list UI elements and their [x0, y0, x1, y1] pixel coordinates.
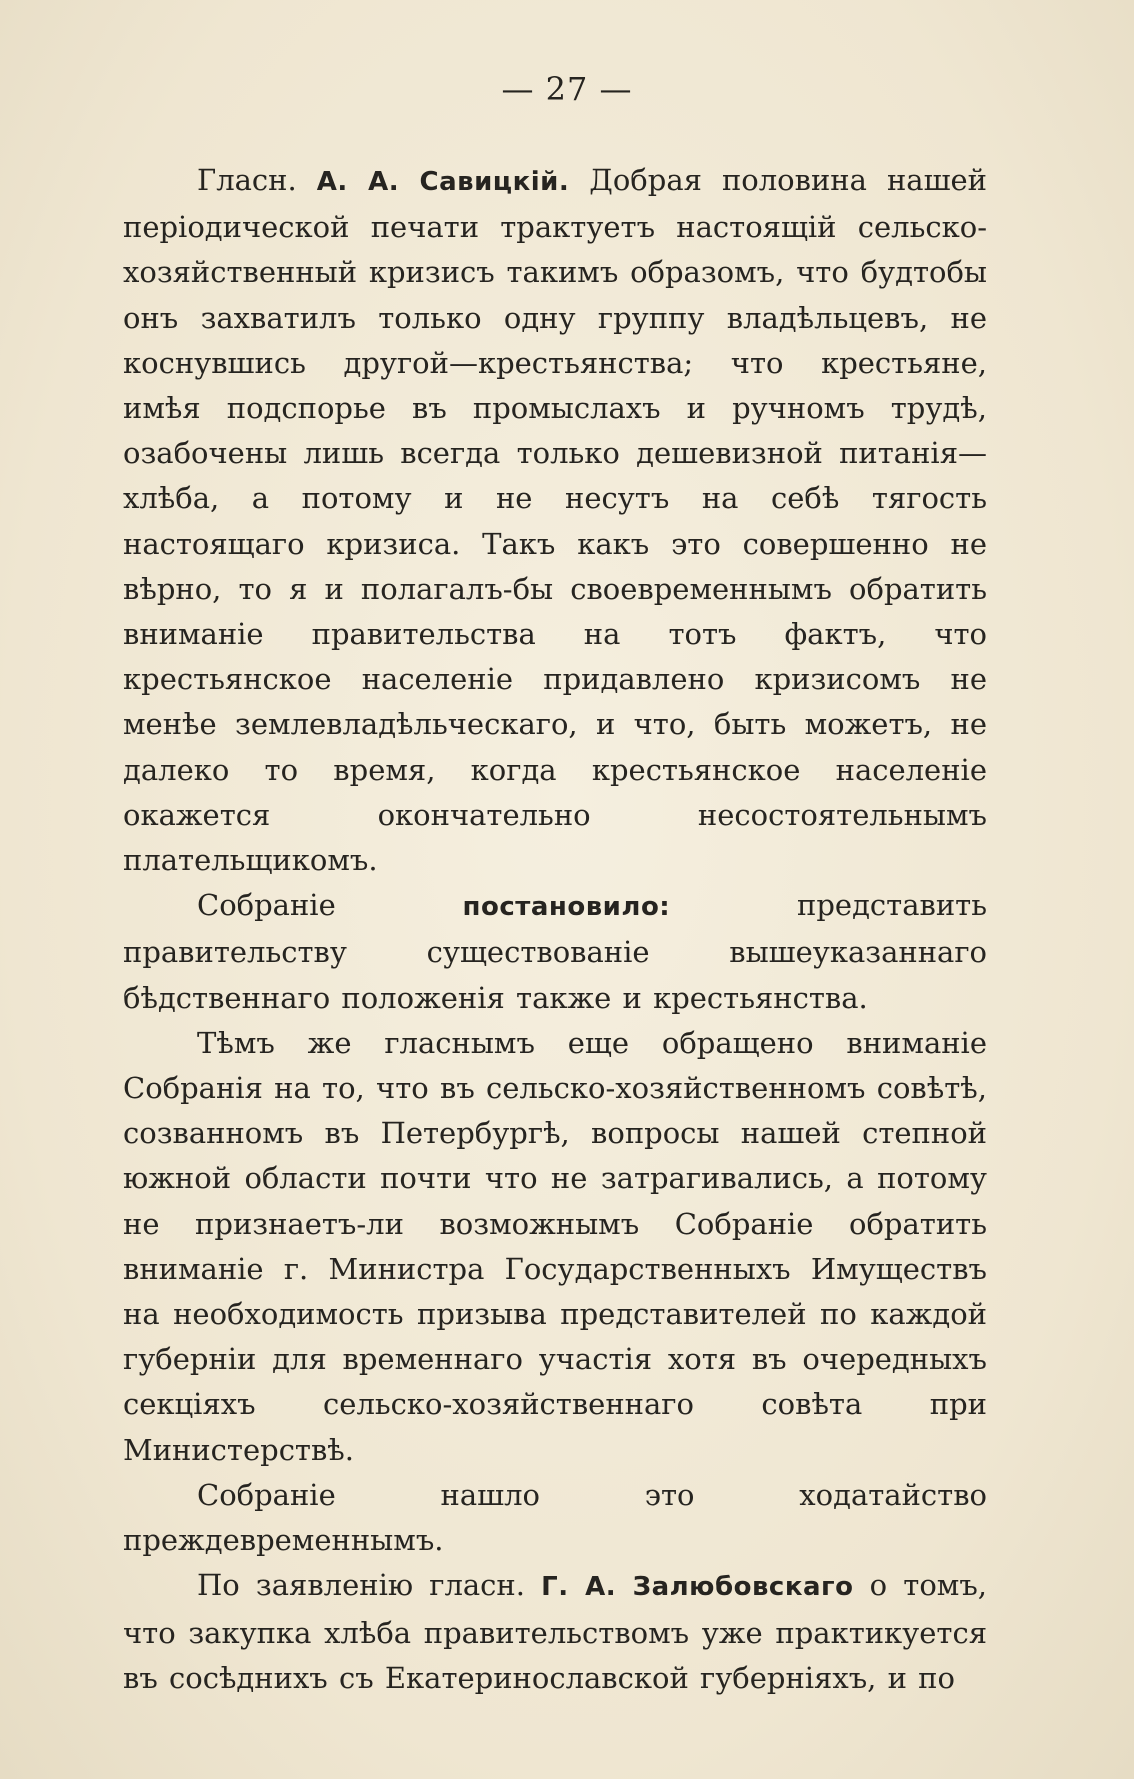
- paragraph-lead: Собраніе: [197, 888, 463, 923]
- resolution-keyword: постановило:: [462, 892, 671, 923]
- page-number: — 27 —: [501, 70, 633, 108]
- paragraph-text: Тѣмъ же гласнымъ еще обращено вниманіе Собранія на то, что въ сельско-хозяйственномъ совѣтѣ, созванномъ въ Петербургѣ, вопросы нашей степной южной области почти что не затрагивались, а потому не признаетъ-ли возможнымъ Собраніе обратить вниманіе г. Министра Государственныхъ Имуществъ на необходимость призыва представителей по каждой губерніи для временнаго участія хотя въ очередныхъ секціяхъ сельско-хозяйственнаго совѣта при Министерствѣ.: [123, 1025, 987, 1467]
- paragraph-resolution: [123, 883, 987, 1021]
- page-body: [123, 158, 987, 1701]
- paragraph-lead: Гласн.: [197, 163, 317, 197]
- paragraph-zalyubovsky: [123, 1563, 987, 1701]
- paragraph-text: Добрая половина нашей періодической печати трактуетъ настоящій сельско-хозяйственный кризисъ такимъ образомъ, что будтобы онъ захватилъ только одну группу владѣльцевъ, не коснувшись другой—крестьянства; что крестьяне, имѣя подспорье въ промыслахъ и ручномъ трудѣ, озабочены лишь всегда только дешевизной питанія—хлѣба, а потому и не несутъ на себѣ тягость настоящаго кризиса. Такъ какъ это совершенно не вѣрно, то я и полагалъ-бы своевременнымъ обратить вниманіе правительства на тотъ фактъ, что крестьянское населеніе придавлено кризисомъ не менѣе землевладѣльческаго, и что, быть можетъ, не далеко то время, когда крестьянское населеніе окажется окончательно несостоятельнымъ плательщикомъ.: [123, 163, 988, 878]
- speaker-name: Г. А. Залюбовскаго: [541, 1572, 854, 1603]
- paragraph-text: о томъ, что закупка хлѣба правительствомъ уже практикуется въ сосѣднихъ съ Екатеринославской губерніяхъ, и по: [123, 1568, 988, 1695]
- paragraph-council: [123, 1021, 987, 1473]
- paragraph-lead: По заявленію гласн.: [197, 1568, 542, 1603]
- paragraph-text: представить правительству существованіе вышеуказаннаго бѣдственнаго положенія также и крестьянства.: [123, 888, 987, 1015]
- paragraph-text: Собраніе нашло это ходатайство преждевременнымъ.: [123, 1477, 987, 1558]
- speaker-name: А. А. Савицкій.: [316, 167, 570, 197]
- paragraph-savitsky: [123, 158, 987, 883]
- paragraph-premature: [123, 1473, 987, 1563]
